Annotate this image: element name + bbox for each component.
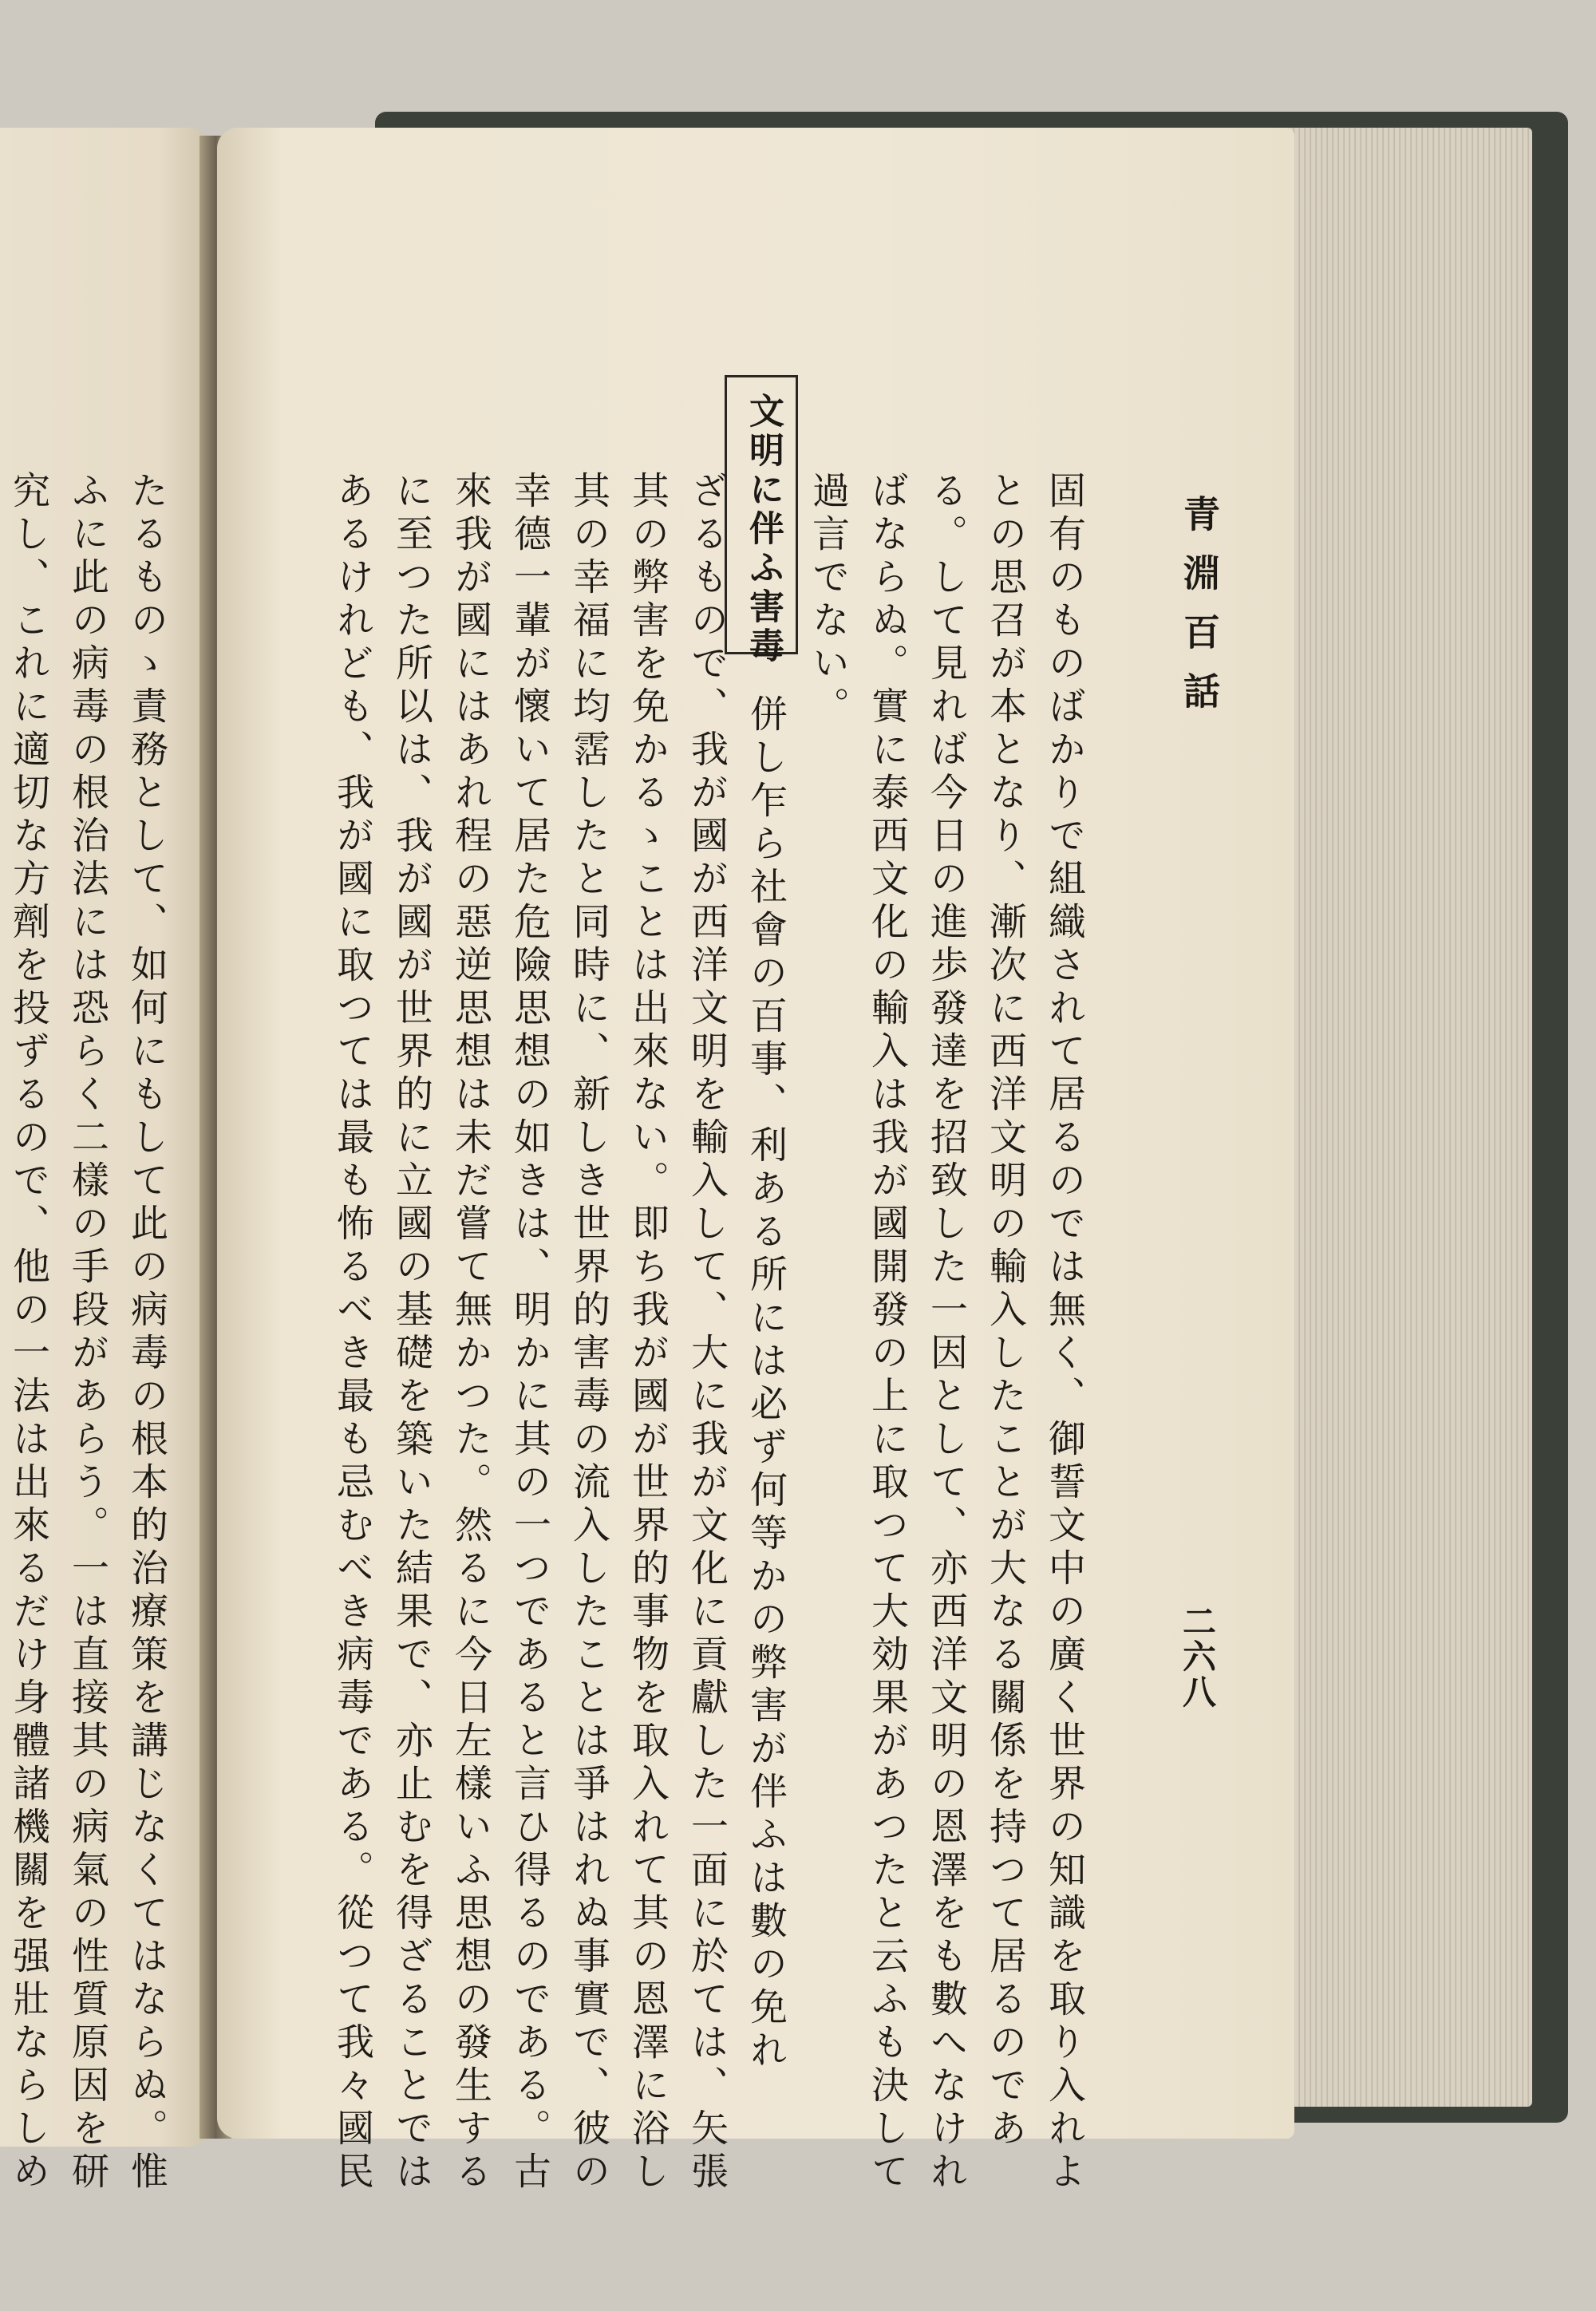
section-heading: 文明に伴ふ害毒	[743, 393, 784, 666]
page-number: 二六八	[1178, 1604, 1217, 1709]
text-column: 併し乍ら社會の百事、利ある所には必ず何等かの弊害が伴ふは數の免れ	[744, 694, 788, 2073]
text-column: る。して見れば今日の進歩發達を招致した一因として、亦西洋文明の恩澤をも數へなけれ	[924, 471, 968, 2194]
text-column: 幸德一輩が懷いて居た危險思想の如きは、明かに其の一つであると言ひ得るのである。古	[508, 471, 551, 2194]
text-column: 過言でない。	[806, 471, 850, 729]
text-column: 其の幸福に均霑したと同時に、新しき世界的害毒の流入したことは爭はれぬ事實で、彼の	[567, 471, 610, 2194]
left-page-text-column: 究し、これに適切な方劑を投ずるので、他の一法は出來るだけ身體諸機關を强壯ならしめ	[6, 471, 50, 2194]
text-column: 來我が國にはあれ程の惡逆思想は未だ嘗て無かつた。然るに今日左樣いふ思想の發生する	[448, 471, 492, 2194]
text-column: 固有のものばかりで組織されて居るのでは無く、御誓文中の廣く世界の知識を取り入れよ	[1042, 471, 1086, 2194]
text-column: あるけれども、我が國に取つては最も怖るべき最も忌むべき病毒である。從つて我々國民	[330, 471, 374, 2194]
running-title: 青淵百話	[1178, 495, 1221, 731]
text-column: 其の弊害を免かるゝことは出來ない。即ち我が國が世界的事物を取入れて其の恩澤に浴し	[626, 471, 670, 2194]
left-page-text-column: たるものゝ責務として、如何にもして此の病毒の根本的治療策を講じなくてはならぬ。惟	[124, 471, 168, 2194]
text-column: ばならぬ。實に泰西文化の輸入は我が國開發の上に取つて大効果があつたと云ふも決して	[865, 471, 909, 2194]
text-column: に至つた所以は、我が國が世界的に立國の基礎を築いた結果で、亦止むを得ざることでは	[389, 471, 433, 2194]
text-column: ざるもので、我が國が西洋文明を輸入して、大に我が文化に貢獻した一面に於ては、矢張	[685, 471, 729, 2194]
text-column: との思召が本となり、漸次に西洋文明の輸入したことが大なる關係を持つて居るのであ	[983, 471, 1027, 2151]
left-page-text-column: ふに此の病毒の根治法には恐らく二樣の手段があらう。一は直接其の病氣の性質原因を研	[65, 471, 109, 2194]
